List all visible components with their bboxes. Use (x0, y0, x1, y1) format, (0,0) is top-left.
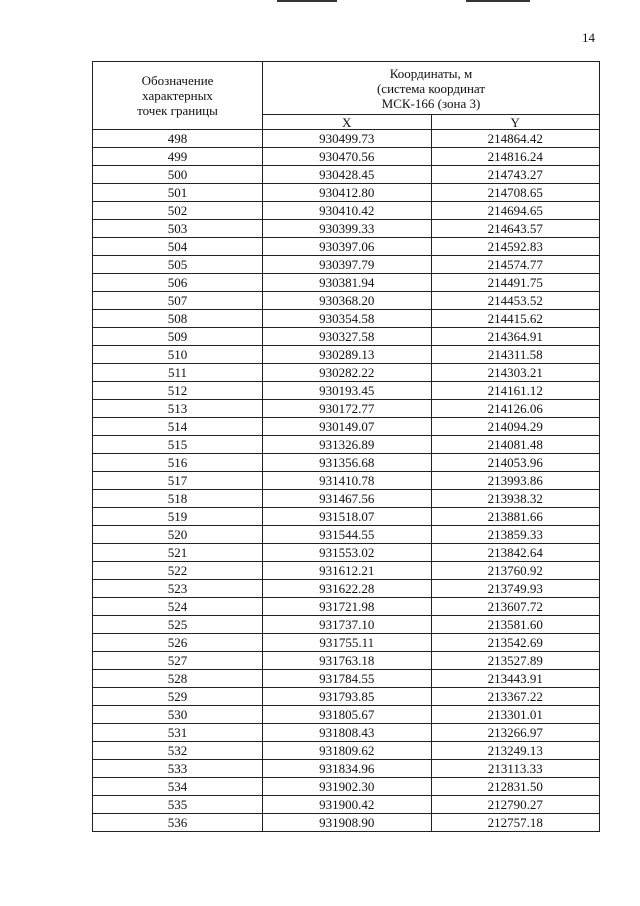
y-coordinate-cell: 213527.89 (431, 652, 600, 670)
y-coordinate-cell: 214708.65 (431, 184, 600, 202)
x-coordinate-cell: 930289.13 (263, 346, 432, 364)
y-coordinate-cell: 213581.60 (431, 616, 600, 634)
table-row (93, 742, 600, 760)
table-row (93, 454, 600, 472)
table-row (93, 760, 600, 778)
y-coordinate-cell: 214081.48 (431, 436, 600, 454)
point-number-cell: 503 (93, 220, 263, 238)
x-coordinate-cell: 930282.22 (263, 364, 432, 382)
x-coordinate-cell: 931793.85 (263, 688, 432, 706)
table-row (93, 508, 600, 526)
y-coordinate-cell: 214303.21 (431, 364, 600, 382)
table-row (93, 562, 600, 580)
point-number-cell: 518 (93, 490, 263, 508)
table-row (93, 418, 600, 436)
x-coordinate-cell: 930470.56 (263, 148, 432, 166)
table-body (93, 130, 600, 832)
table-row (93, 652, 600, 670)
x-coordinate-cell: 931410.78 (263, 472, 432, 490)
point-number-cell: 520 (93, 526, 263, 544)
x-coordinate-cell: 930428.45 (263, 166, 432, 184)
point-number-cell: 524 (93, 598, 263, 616)
y-coordinate-cell: 214126.06 (431, 400, 600, 418)
header-point-line: Обозначение (141, 73, 214, 88)
point-number-cell: 501 (93, 184, 263, 202)
x-coordinate-cell: 931763.18 (263, 652, 432, 670)
x-coordinate-cell: 931902.30 (263, 778, 432, 796)
x-coordinate-cell: 931553.02 (263, 544, 432, 562)
y-coordinate-cell: 213859.33 (431, 526, 600, 544)
y-coordinate-cell: 214415.62 (431, 310, 600, 328)
x-coordinate-cell: 930149.07 (263, 418, 432, 436)
table-row (93, 472, 600, 490)
table-row (93, 616, 600, 634)
point-number-cell: 527 (93, 652, 263, 670)
table-row (93, 292, 600, 310)
table-row (93, 670, 600, 688)
header-point-designation (93, 62, 263, 130)
table-row (93, 706, 600, 724)
y-coordinate-cell: 214161.12 (431, 382, 600, 400)
point-number-cell: 528 (93, 670, 263, 688)
point-number-cell: 536 (93, 814, 263, 832)
point-number-cell: 525 (93, 616, 263, 634)
y-coordinate-cell: 214864.42 (431, 130, 600, 148)
y-coordinate-cell: 212757.18 (431, 814, 600, 832)
point-number-cell: 498 (93, 130, 263, 148)
y-coordinate-cell: 213367.22 (431, 688, 600, 706)
point-number-cell: 509 (93, 328, 263, 346)
table-row (93, 130, 600, 148)
point-number-cell: 507 (93, 292, 263, 310)
point-number-cell: 505 (93, 256, 263, 274)
y-coordinate-cell: 213301.01 (431, 706, 600, 724)
y-coordinate-cell: 213749.93 (431, 580, 600, 598)
x-coordinate-cell: 931467.56 (263, 490, 432, 508)
x-coordinate-cell: 931622.28 (263, 580, 432, 598)
x-coordinate-cell: 930354.58 (263, 310, 432, 328)
point-number-cell: 512 (93, 382, 263, 400)
table-row (93, 724, 600, 742)
table-row (93, 814, 600, 832)
y-coordinate-cell: 213113.33 (431, 760, 600, 778)
point-number-cell: 521 (93, 544, 263, 562)
x-coordinate-cell: 930397.79 (263, 256, 432, 274)
page-number: 14 (582, 30, 595, 45)
x-coordinate-cell: 931612.21 (263, 562, 432, 580)
point-number-cell: 530 (93, 706, 263, 724)
y-coordinate-cell: 213607.72 (431, 598, 600, 616)
header-y: Y (431, 115, 600, 130)
point-number-cell: 513 (93, 400, 263, 418)
x-coordinate-cell: 931809.62 (263, 742, 432, 760)
x-coordinate-cell: 931356.68 (263, 454, 432, 472)
table-row (93, 364, 600, 382)
y-coordinate-cell: 213993.86 (431, 472, 600, 490)
table-row (93, 274, 600, 292)
y-coordinate-cell: 214491.75 (431, 274, 600, 292)
y-coordinate-cell: 214743.27 (431, 166, 600, 184)
top-rule-left (277, 0, 337, 2)
table-row (93, 796, 600, 814)
y-coordinate-cell: 214574.77 (431, 256, 600, 274)
table-row (93, 346, 600, 364)
y-coordinate-cell: 214364.91 (431, 328, 600, 346)
y-coordinate-cell: 213249.13 (431, 742, 600, 760)
x-coordinate-cell: 930381.94 (263, 274, 432, 292)
y-coordinate-cell: 214816.24 (431, 148, 600, 166)
x-coordinate-cell: 931755.11 (263, 634, 432, 652)
header-coords-line: (система координат (376, 80, 486, 96)
x-coordinate-cell: 931721.98 (263, 598, 432, 616)
x-coordinate-cell: 931908.90 (263, 814, 432, 832)
top-rule-right (466, 0, 530, 2)
table-row (93, 526, 600, 544)
table-row (93, 184, 600, 202)
point-number-cell: 526 (93, 634, 263, 652)
point-number-cell: 534 (93, 778, 263, 796)
x-coordinate-cell: 930193.45 (263, 382, 432, 400)
point-number-cell: 535 (93, 796, 263, 814)
x-coordinate-cell: 931326.89 (263, 436, 432, 454)
x-coordinate-cell: 931834.96 (263, 760, 432, 778)
y-coordinate-cell: 214643.57 (431, 220, 600, 238)
table-row (93, 148, 600, 166)
table-row (93, 220, 600, 238)
table-row (93, 778, 600, 796)
point-number-cell: 516 (93, 454, 263, 472)
x-coordinate-cell: 930172.77 (263, 400, 432, 418)
coordinates-table (92, 61, 600, 832)
table-row (93, 436, 600, 454)
y-coordinate-cell: 213842.64 (431, 544, 600, 562)
table-row (93, 328, 600, 346)
point-number-cell: 506 (93, 274, 263, 292)
point-number-cell: 502 (93, 202, 263, 220)
table-row (93, 688, 600, 706)
point-number-cell: 522 (93, 562, 263, 580)
table-row (93, 598, 600, 616)
y-coordinate-cell: 214694.65 (431, 202, 600, 220)
x-coordinate-cell: 930399.33 (263, 220, 432, 238)
x-coordinate-cell: 930412.80 (263, 184, 432, 202)
header-point-line: точек границы (137, 103, 218, 118)
table-row (93, 490, 600, 508)
table-row (93, 238, 600, 256)
header-coordinates (263, 62, 600, 115)
y-coordinate-cell: 214094.29 (431, 418, 600, 436)
table-row (93, 634, 600, 652)
x-coordinate-cell: 931805.67 (263, 706, 432, 724)
x-coordinate-cell: 931518.07 (263, 508, 432, 526)
x-coordinate-cell: 930410.42 (263, 202, 432, 220)
header-coords-line: МСК-166 (зона 3) (381, 95, 481, 111)
x-coordinate-cell: 931808.43 (263, 724, 432, 742)
header-x: X (263, 115, 432, 130)
table-row (93, 400, 600, 418)
y-coordinate-cell: 212831.50 (431, 778, 600, 796)
x-coordinate-cell: 930499.73 (263, 130, 432, 148)
point-number-cell: 511 (93, 364, 263, 382)
point-number-cell: 504 (93, 238, 263, 256)
table-row (93, 382, 600, 400)
point-number-cell: 499 (93, 148, 263, 166)
point-number-cell: 515 (93, 436, 263, 454)
x-coordinate-cell: 931900.42 (263, 796, 432, 814)
table-row (93, 166, 600, 184)
table-header-row (93, 62, 600, 115)
point-number-cell: 517 (93, 472, 263, 490)
y-coordinate-cell: 214453.52 (431, 292, 600, 310)
x-coordinate-cell: 930368.20 (263, 292, 432, 310)
table-row (93, 580, 600, 598)
table-row (93, 544, 600, 562)
point-number-cell: 523 (93, 580, 263, 598)
x-coordinate-cell: 931544.55 (263, 526, 432, 544)
x-coordinate-cell: 930327.58 (263, 328, 432, 346)
point-number-cell: 508 (93, 310, 263, 328)
y-coordinate-cell: 213938.32 (431, 490, 600, 508)
y-coordinate-cell: 214311.58 (431, 346, 600, 364)
y-coordinate-cell: 214053.96 (431, 454, 600, 472)
x-coordinate-cell: 931784.55 (263, 670, 432, 688)
point-number-cell: 514 (93, 418, 263, 436)
y-coordinate-cell: 213881.66 (431, 508, 600, 526)
y-coordinate-cell: 213443.91 (431, 670, 600, 688)
point-number-cell: 533 (93, 760, 263, 778)
point-number-cell: 500 (93, 166, 263, 184)
x-coordinate-cell: 930397.06 (263, 238, 432, 256)
header-point-line: характерных (142, 88, 213, 103)
table-row (93, 256, 600, 274)
x-coordinate-cell: 931737.10 (263, 616, 432, 634)
point-number-cell: 532 (93, 742, 263, 760)
point-number-cell: 510 (93, 346, 263, 364)
header-coords-line: Координаты, м (389, 65, 473, 81)
point-number-cell: 519 (93, 508, 263, 526)
y-coordinate-cell: 212790.27 (431, 796, 600, 814)
y-coordinate-cell: 213760.92 (431, 562, 600, 580)
point-number-cell: 531 (93, 724, 263, 742)
y-coordinate-cell: 214592.83 (431, 238, 600, 256)
point-number-cell: 529 (93, 688, 263, 706)
y-coordinate-cell: 213266.97 (431, 724, 600, 742)
table-row (93, 310, 600, 328)
y-coordinate-cell: 213542.69 (431, 634, 600, 652)
table-row (93, 202, 600, 220)
